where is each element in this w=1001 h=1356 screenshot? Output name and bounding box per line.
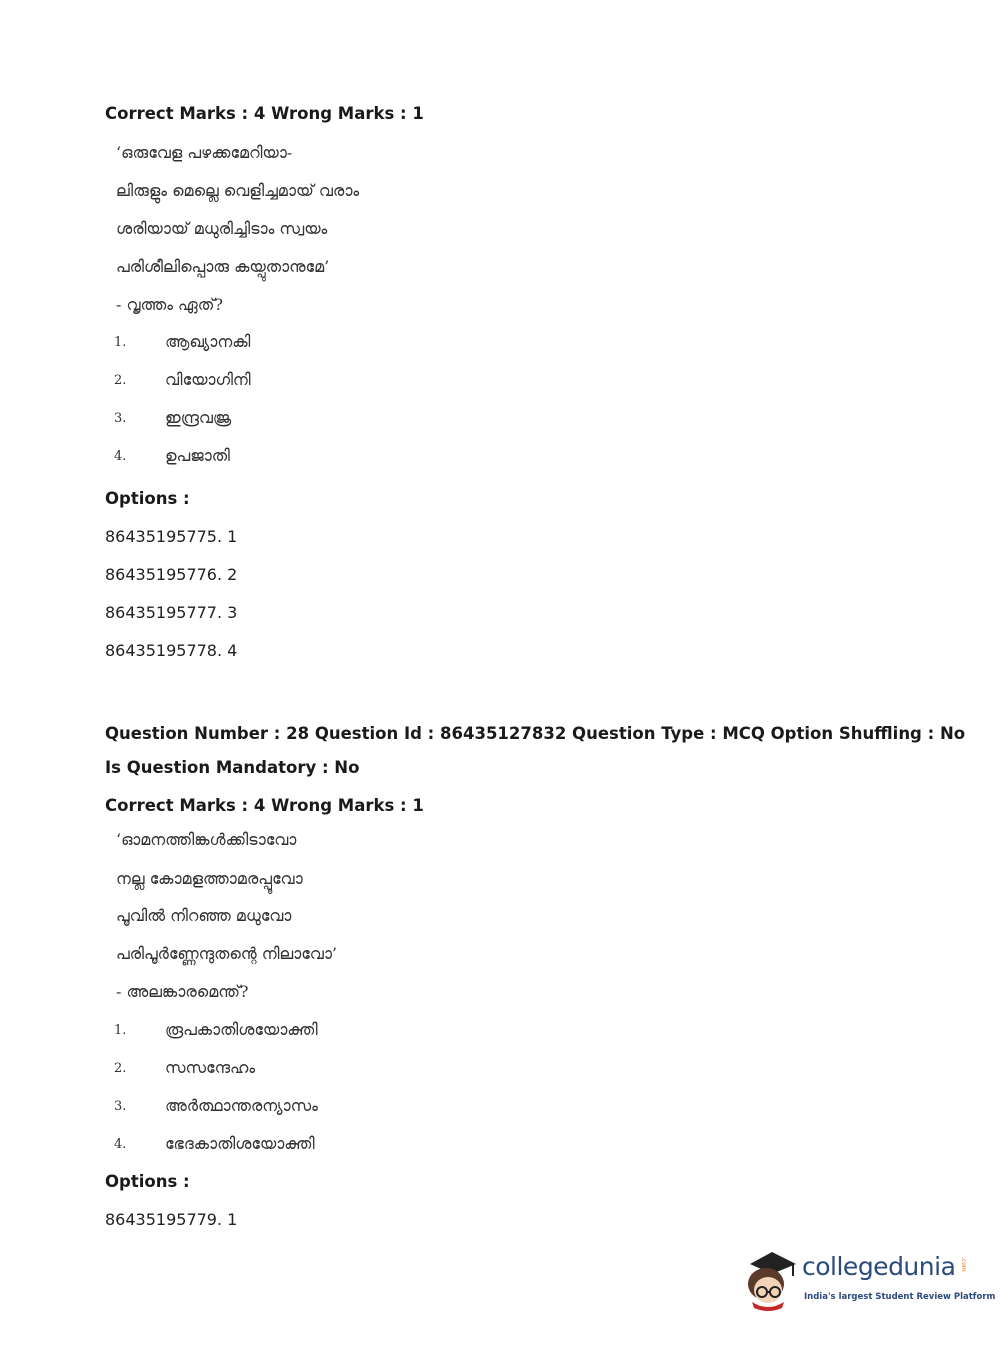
q28-question-line: നല്ല കോമളത്താമരപ്പൂവോ [116, 869, 303, 888]
q28-choice-number: 2. [114, 1061, 127, 1076]
q27-choice-number: 1. [114, 335, 127, 350]
q27-choice-number: 2. [114, 373, 127, 388]
q28-choice-number: 1. [114, 1023, 127, 1038]
collegedunia-logo [742, 1250, 996, 1312]
q27-choice-number: 3. [114, 411, 127, 426]
q27-choice-text: ഇന്ദ്രവജ്ര [165, 408, 232, 427]
q28-question-prompt: - അലങ്കാരമെന്ത്? [116, 982, 249, 1001]
q27-option-id: 86435195776. 2 [105, 565, 238, 584]
q28-choice-text: രൂപകാതിശയോക്തി [165, 1020, 318, 1039]
q27-option-id: 86435195775. 1 [105, 527, 238, 546]
q27-choice-number: 4. [114, 449, 127, 464]
q28-question-line: പരിപൂർണ്ണേന്ദുതന്റെ നിലാവോ’ [116, 944, 338, 963]
q27-question-prompt: - വൃത്തം ഏത്? [116, 295, 223, 314]
q27-question-line: പരിശീലിപ്പൊരു കയ്പുതാനുമേ’ [116, 257, 330, 276]
q27-question-line: ‘ഒരുവേള പഴക്കമേറിയാ- [116, 143, 293, 162]
q28-choice-text: ഭേദകാതിശയോക്തി [165, 1134, 315, 1153]
q28-options-label: Options : [105, 1172, 190, 1191]
q27-choice-text: വിയോഗിനി [165, 370, 251, 389]
q28-choice-number: 3. [114, 1099, 127, 1114]
q27-choice-text: ആഖ്യാനകി [165, 332, 251, 351]
q27-marks: Correct Marks : 4 Wrong Marks : 1 [105, 104, 424, 123]
brand-domain-suffix: .com [960, 1257, 967, 1272]
brand-tagline: India's largest Student Review Platform [804, 1292, 996, 1302]
q28-choice-text: സസന്ദേഹം [165, 1058, 256, 1077]
q28-choice-number: 4. [114, 1137, 127, 1152]
q27-option-id: 86435195777. 3 [105, 603, 238, 622]
mascot-icon [742, 1250, 800, 1312]
q28-header: Question Number : 28 Question Id : 86435127832 Question Type : MCQ Option Shuffling : No [105, 724, 966, 743]
q27-question-line: ലിരുളും മെല്ലെ വെളിച്ചമായ് വരാം [116, 181, 360, 200]
q27-question-line: ശരിയായ് മധുരിച്ചിടാം സ്വയം [116, 219, 328, 238]
q28-choice-text: അർത്ഥാന്തരന്യാസം [165, 1096, 318, 1115]
q28-mandatory: Is Question Mandatory : No [105, 758, 360, 777]
q28-question-line: പൂവിൽ നിറഞ്ഞ മധുവോ [116, 906, 292, 925]
q28-marks: Correct Marks : 4 Wrong Marks : 1 [105, 796, 424, 815]
q27-choice-text: ഉപജാതി [165, 446, 230, 465]
q27-options-label: Options : [105, 489, 190, 508]
q27-option-id: 86435195778. 4 [105, 641, 238, 660]
q28-question-line: ‘ഓമനത്തിങ്കൾക്കിടാവോ [116, 830, 297, 849]
q28-option-id: 86435195779. 1 [105, 1210, 238, 1229]
brand-name: collegedunia [802, 1252, 956, 1281]
